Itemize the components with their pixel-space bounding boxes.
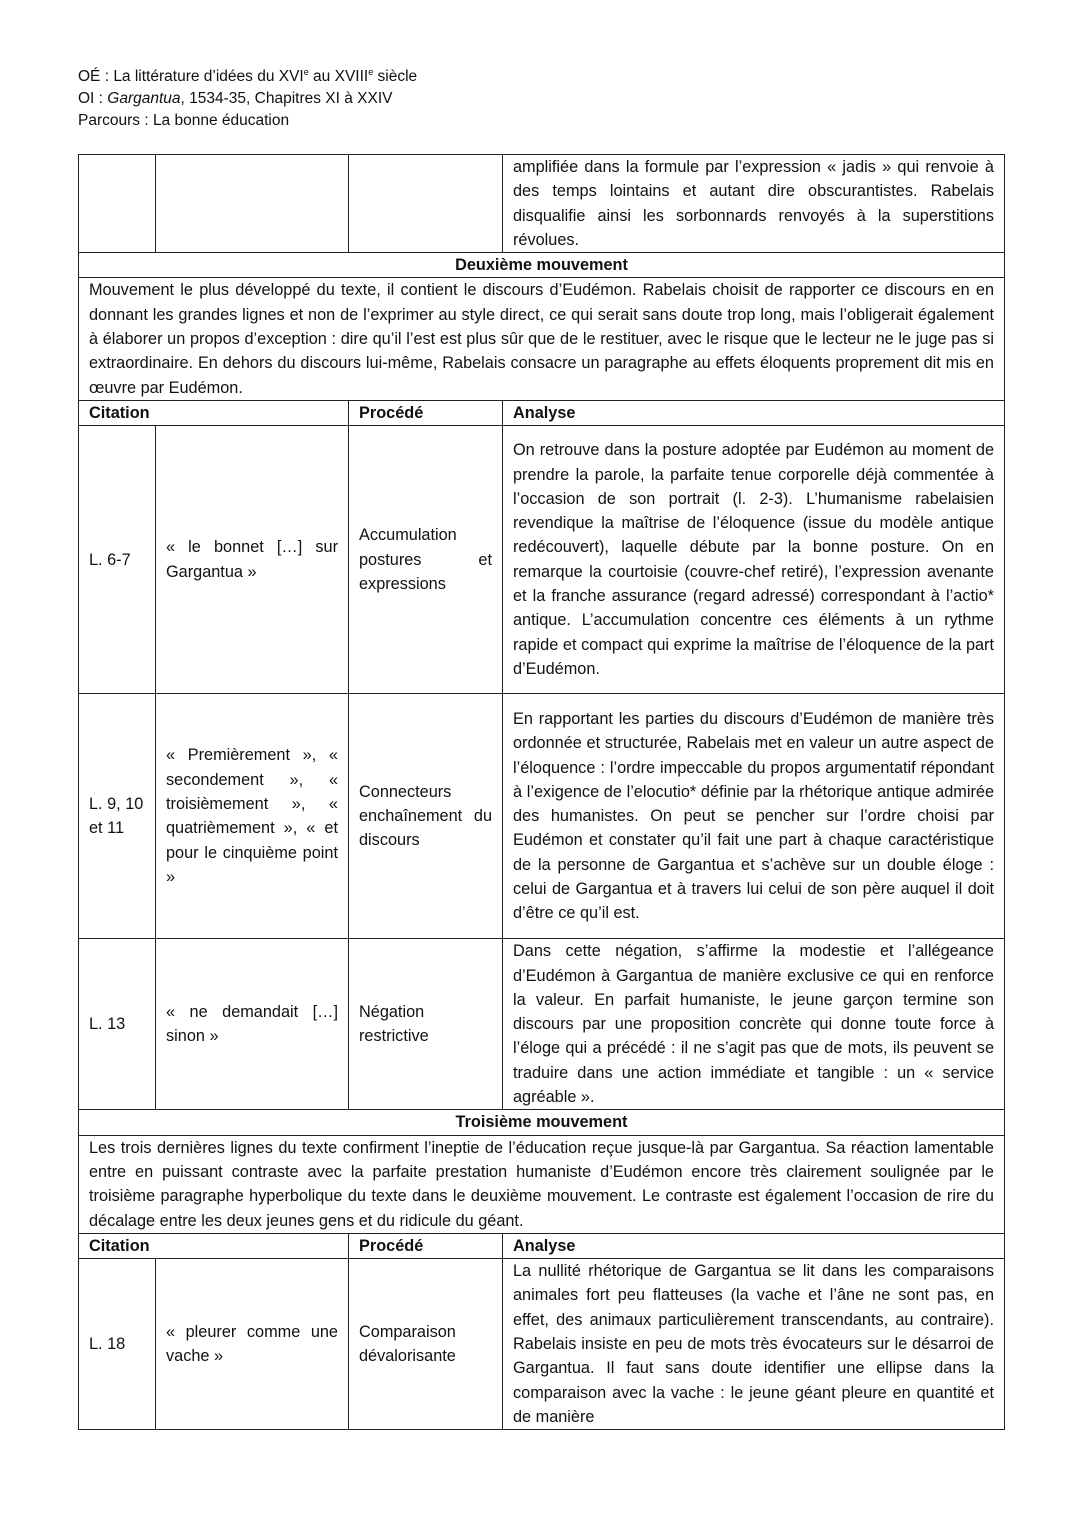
row-analysis: En rapportant les parties du discours d’Eudémon de manière très ordonnée et structurée, Rabelais met en valeur un autre aspect de l’éloquence : l’ordre impeccable du propos argumentatif répondant à l’exigence de l’elocutio* définie par la rhétorique antique admirée des humanistes. On peut se pencher sur l’ordre choisi par Eudémon et constater qu’il fait une part à chaque caractéristique de la personne de Gargantua et s’achève sur un double éloge : celui de Gargantua et à travers lui celui de son père auquel il doit d’être ce qu’il est.: [503, 694, 1005, 939]
row-line-ref: L. 9, 10 et 11: [79, 694, 156, 939]
movement3-intro-row: [79, 1135, 1005, 1233]
column-header-analyse: Analyse: [503, 400, 1005, 425]
movement3-intro: Les trois dernières lignes du texte confirment l’ineptie de l’éducation reçue jusque-là par Gargantua. Sa réaction lamentable entre en puissant contraste avec la parfaite prestation humaniste d’Eudémon encore très clairement soulignée par le troisième paragraphe hyperbolique du texte dans le deuxième mouvement. Le contraste est également l’occasion de rire du décalage entre les deux jeunes gens et du ridicule du géant.: [79, 1135, 1005, 1233]
row-procede: Négation restrictive: [349, 939, 503, 1110]
table-row: [79, 694, 1005, 939]
movement2-intro: Mouvement le plus développé du texte, il contient le discours d’Eudémon. Rabelais choisit de rapporter ce discours en en donnant les grandes lignes et non de l’exprimer au style direct, ce qui serait sans doute trop long, mais l’obligerait également à élaborer un propos d’exception : dire qu’il l’est est plus sûr que de le restituer, avec le risque que le lecteur ne le juge pas si extraordinaire. En dehors du discours lui-même, Rabelais consacre un paragraphe au effets éloquents proprement dit mis en œuvre par Eudémon.: [79, 278, 1005, 400]
continuation-line-cell: [79, 155, 156, 253]
row-procede: Connecteurs enchaînement du discours: [349, 694, 503, 939]
row-analysis: La nullité rhétorique de Gargantua se lit dans les comparaisons animales fort peu flatteuses (la vache et l’âne ne sont pas, en effet, des animaux particulièrement transcendants, au contraire). Rabelais insiste en peu de mots très évocateurs sur le désarroi de Gargantua. Il faut sans doute identifier une ellipse dans la comparaison avec la vache : le jeune géant pleure en quantité et de manière: [503, 1259, 1005, 1430]
row-procede: Accumulation postures et expressions: [349, 426, 503, 694]
row-line-ref: L. 6-7: [79, 426, 156, 694]
document-header: [78, 66, 417, 132]
row-citation: « ne demandait […] sinon »: [156, 939, 349, 1110]
column-header-procede: Procédé: [349, 1233, 503, 1258]
table-row: [79, 939, 1005, 1110]
table-row: [79, 1259, 1005, 1430]
movement2-title: Deuxième mouvement: [79, 253, 1005, 278]
movement2-title-row: [79, 253, 1005, 278]
table-row: [79, 426, 1005, 694]
header-line-parcours: Parcours : La bonne éducation: [78, 112, 290, 129]
header-line-oe: OÉ : La littérature d’idées du XVIe au XVIIIe siècle: [78, 67, 418, 85]
row-citation: « Premièrement », « secondement », « troisièmement », « quatrièmement », « et pour le cinquième point »: [156, 694, 349, 939]
row-analysis: Dans cette négation, s’affirme la modestie et l’allégeance d’Eudémon à Gargantua de manière exclusive ce qui en renforce la valeur. En parfait humaniste, le jeune garçon termine son discours par une proposition concrète qui donne toute force à l’éloge qui a précédé : il ne s’agit pas que de mots, ils peuvent se traduire dans une action immédiate et tangible : un « service agréable ».: [503, 939, 1005, 1110]
movement3-column-headers: [79, 1233, 1005, 1258]
continuation-procede-cell: [349, 155, 503, 253]
row-analysis: On retrouve dans la posture adoptée par Eudémon au moment de prendre la parole, la parfaite tenue corporelle déjà commentée à l’occasion de son portrait (l. 2-3). L’humanisme rabelaisien revendique la maîtrise de l’éloquence (issue du modèle antique redécouvert), laquelle débute par la bonne posture. On en remarque la courtoisie (couvre-chef retiré), l’expression avenante et la franche assurance (regard adressé) correspondant à l’actio* antique. L’accumulation concentre ces éléments à un rythme rapide et compact qui exprime la maîtrise de l’éloquence de la part d’Eudémon.: [503, 426, 1005, 694]
continuation-citation-cell: [156, 155, 349, 253]
row-line-ref: L. 18: [79, 1259, 156, 1430]
movement3-title-row: [79, 1110, 1005, 1135]
column-header-procede: Procédé: [349, 400, 503, 425]
movement2-column-headers: [79, 400, 1005, 425]
header-line-oi: OI : Gargantua, 1534-35, Chapitres XI à XXIV: [78, 90, 393, 107]
row-citation: « pleurer comme une vache »: [156, 1259, 349, 1430]
column-header-analyse: Analyse: [503, 1233, 1005, 1258]
row-citation: « le bonnet […] sur Gargantua »: [156, 426, 349, 694]
row-line-ref: L. 13: [79, 939, 156, 1110]
movement3-title: Troisième mouvement: [79, 1110, 1005, 1135]
analysis-table: [78, 154, 1005, 1430]
continuation-analysis: amplifiée dans la formule par l’expression « jadis » qui renvoie à des temps lointains et autant dire obscurantistes. Rabelais disqualifie ainsi les sorbonnards renvoyés à la superstitions révolues.: [503, 155, 1005, 253]
column-header-citation: Citation: [79, 1233, 349, 1258]
movement2-intro-row: [79, 278, 1005, 400]
continuation-row: [79, 155, 1005, 253]
column-header-citation: Citation: [79, 400, 349, 425]
row-procede: Comparaison dévalorisante: [349, 1259, 503, 1430]
